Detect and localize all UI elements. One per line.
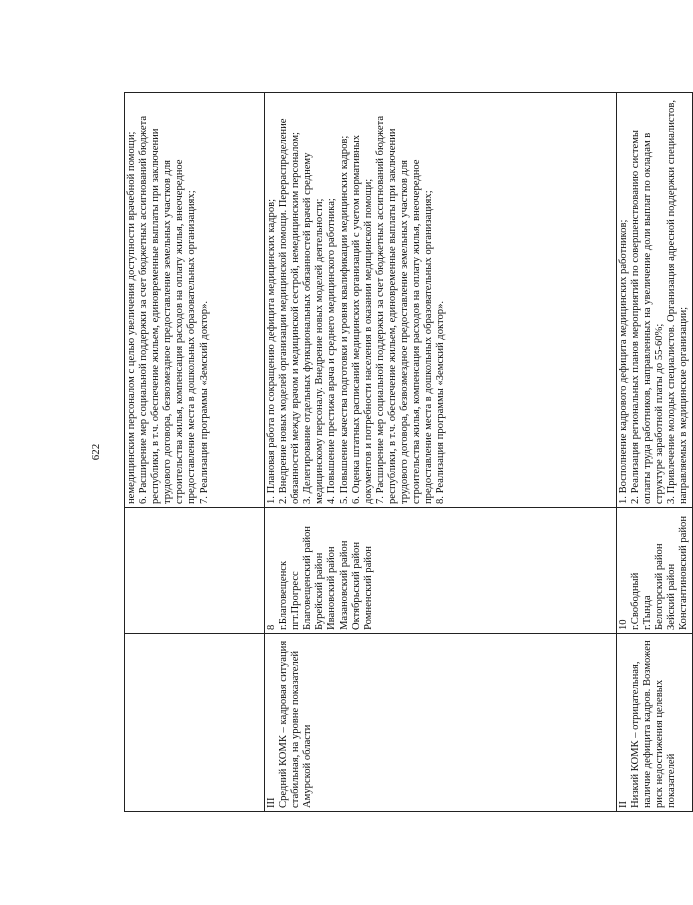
level-cell bbox=[265, 634, 617, 812]
areas-cell bbox=[617, 508, 693, 634]
measure-item: 4. Повышение престижа врача и среднего медицинского работника; bbox=[326, 198, 338, 504]
measure-item: 6. Расширение мер социальной поддержки за счет бюджетных ассигнований бюджета республики, в т.ч. обеспечение жильем, единовременные выплаты при заключении трудового договора, безвозмездное предоставление земельных участков для строительства жилья, компенсация расходов на оплату жилья, внеочередное предоставление места в дошкольных образовательных организациях; bbox=[138, 115, 198, 504]
measures-cell bbox=[617, 93, 693, 508]
area-name: Мазановский район bbox=[338, 540, 350, 630]
measure-item: 5. Повышение качества подготовки и уровня квалификации медицинских кадров; bbox=[338, 135, 350, 504]
area-name: г.Благовещенск bbox=[278, 560, 290, 630]
areas-cell bbox=[125, 508, 265, 634]
area-name: Ромненский район bbox=[362, 546, 374, 630]
measure-item: 2. Реализация региональных планов мероприятий по совершенствованию системы оплаты труда работников, направленных на увеличение доли выплат по окладам в структуре заработной платы до 55-60%; bbox=[630, 129, 666, 504]
measure-item: 1. Плановая работа по сокращению дефицита медицинских кадров; bbox=[266, 198, 277, 504]
area-name: Зейский район bbox=[666, 563, 678, 630]
area-name: пгт.Прогресс bbox=[290, 571, 302, 630]
area-count: 10 bbox=[618, 619, 629, 630]
area-name: Ивановский район bbox=[326, 546, 338, 630]
measure-item: 8. Реализация программы «Земский доктор». bbox=[435, 300, 447, 504]
measure-item: 7. Реализация программы «Земский доктор». bbox=[198, 300, 210, 504]
areas-cell bbox=[265, 508, 617, 634]
measures-table bbox=[124, 92, 693, 812]
area-count: 8 bbox=[266, 624, 277, 630]
measure-item: 7. Расширение мер социальной поддержки за счет бюджетных ассигнований бюджета республики, в т.ч. обеспечение жильем, единовременные выплаты при заключении трудового договора, безвозмездное предоставление земельных участков для строительства жилья, компенсация расходов на оплату жилья, внеочередное предоставление места в дошкольных образовательных организациях; bbox=[374, 115, 435, 504]
measure-item: 3. Делегирование отдельных функциональных обязанностей врачей среднему медицинскому персоналу. Внедрение новых моделей деятельности; bbox=[302, 152, 326, 504]
area-name: г.Свободный bbox=[630, 572, 642, 630]
measure-item: 6. Оценка штатных расписаний медицинских организаций с учетом нормативных документов и потребности населения в оказании медицинской помощи; bbox=[350, 134, 374, 504]
table-row bbox=[125, 93, 265, 812]
measure-item: 1. Восполнение кадрового дефицита медицинских работников; bbox=[618, 219, 629, 504]
level-code: II bbox=[618, 800, 629, 808]
area-name: Константиновский район bbox=[678, 515, 690, 630]
level-description: Средний КОМК – кадровая ситуация стабильная, на уровне показателей Амурской области bbox=[278, 640, 314, 808]
level-cell bbox=[617, 634, 693, 812]
measure-item: 2. Внедрение новых моделей организации медицинской помощи. Перераспределение обязанностей между врачом и медицинской сестрой, немедицинским персоналом; bbox=[278, 118, 302, 504]
area-name: Октябрьский район bbox=[350, 541, 362, 630]
table-row bbox=[265, 93, 617, 812]
measure-item: 3. Привлечение молодых специалистов. Организация адресной поддержки специалистов, направляемых в медицинские организации; bbox=[666, 99, 690, 504]
area-name: г.Тында bbox=[642, 595, 654, 630]
rotated-page bbox=[124, 92, 690, 812]
level-cell bbox=[125, 634, 265, 812]
table-row bbox=[617, 93, 693, 812]
page-number: 622 bbox=[90, 443, 102, 461]
level-code: III bbox=[266, 797, 277, 808]
level-description: Низкий КОМК – отрицательная, наличие дефицита кадров. Возможен риск недостижения целевых показателей bbox=[630, 640, 678, 808]
measures-cell bbox=[265, 93, 617, 508]
area-name: Бурейский район bbox=[314, 552, 326, 630]
measure-item: немедицинским персоналом с целью увеличения доступности врачебной помощи; bbox=[126, 131, 137, 504]
measures-cell bbox=[125, 93, 265, 508]
area-name: Белогорский район bbox=[654, 543, 666, 630]
area-name: Благовещенский район bbox=[302, 526, 314, 630]
